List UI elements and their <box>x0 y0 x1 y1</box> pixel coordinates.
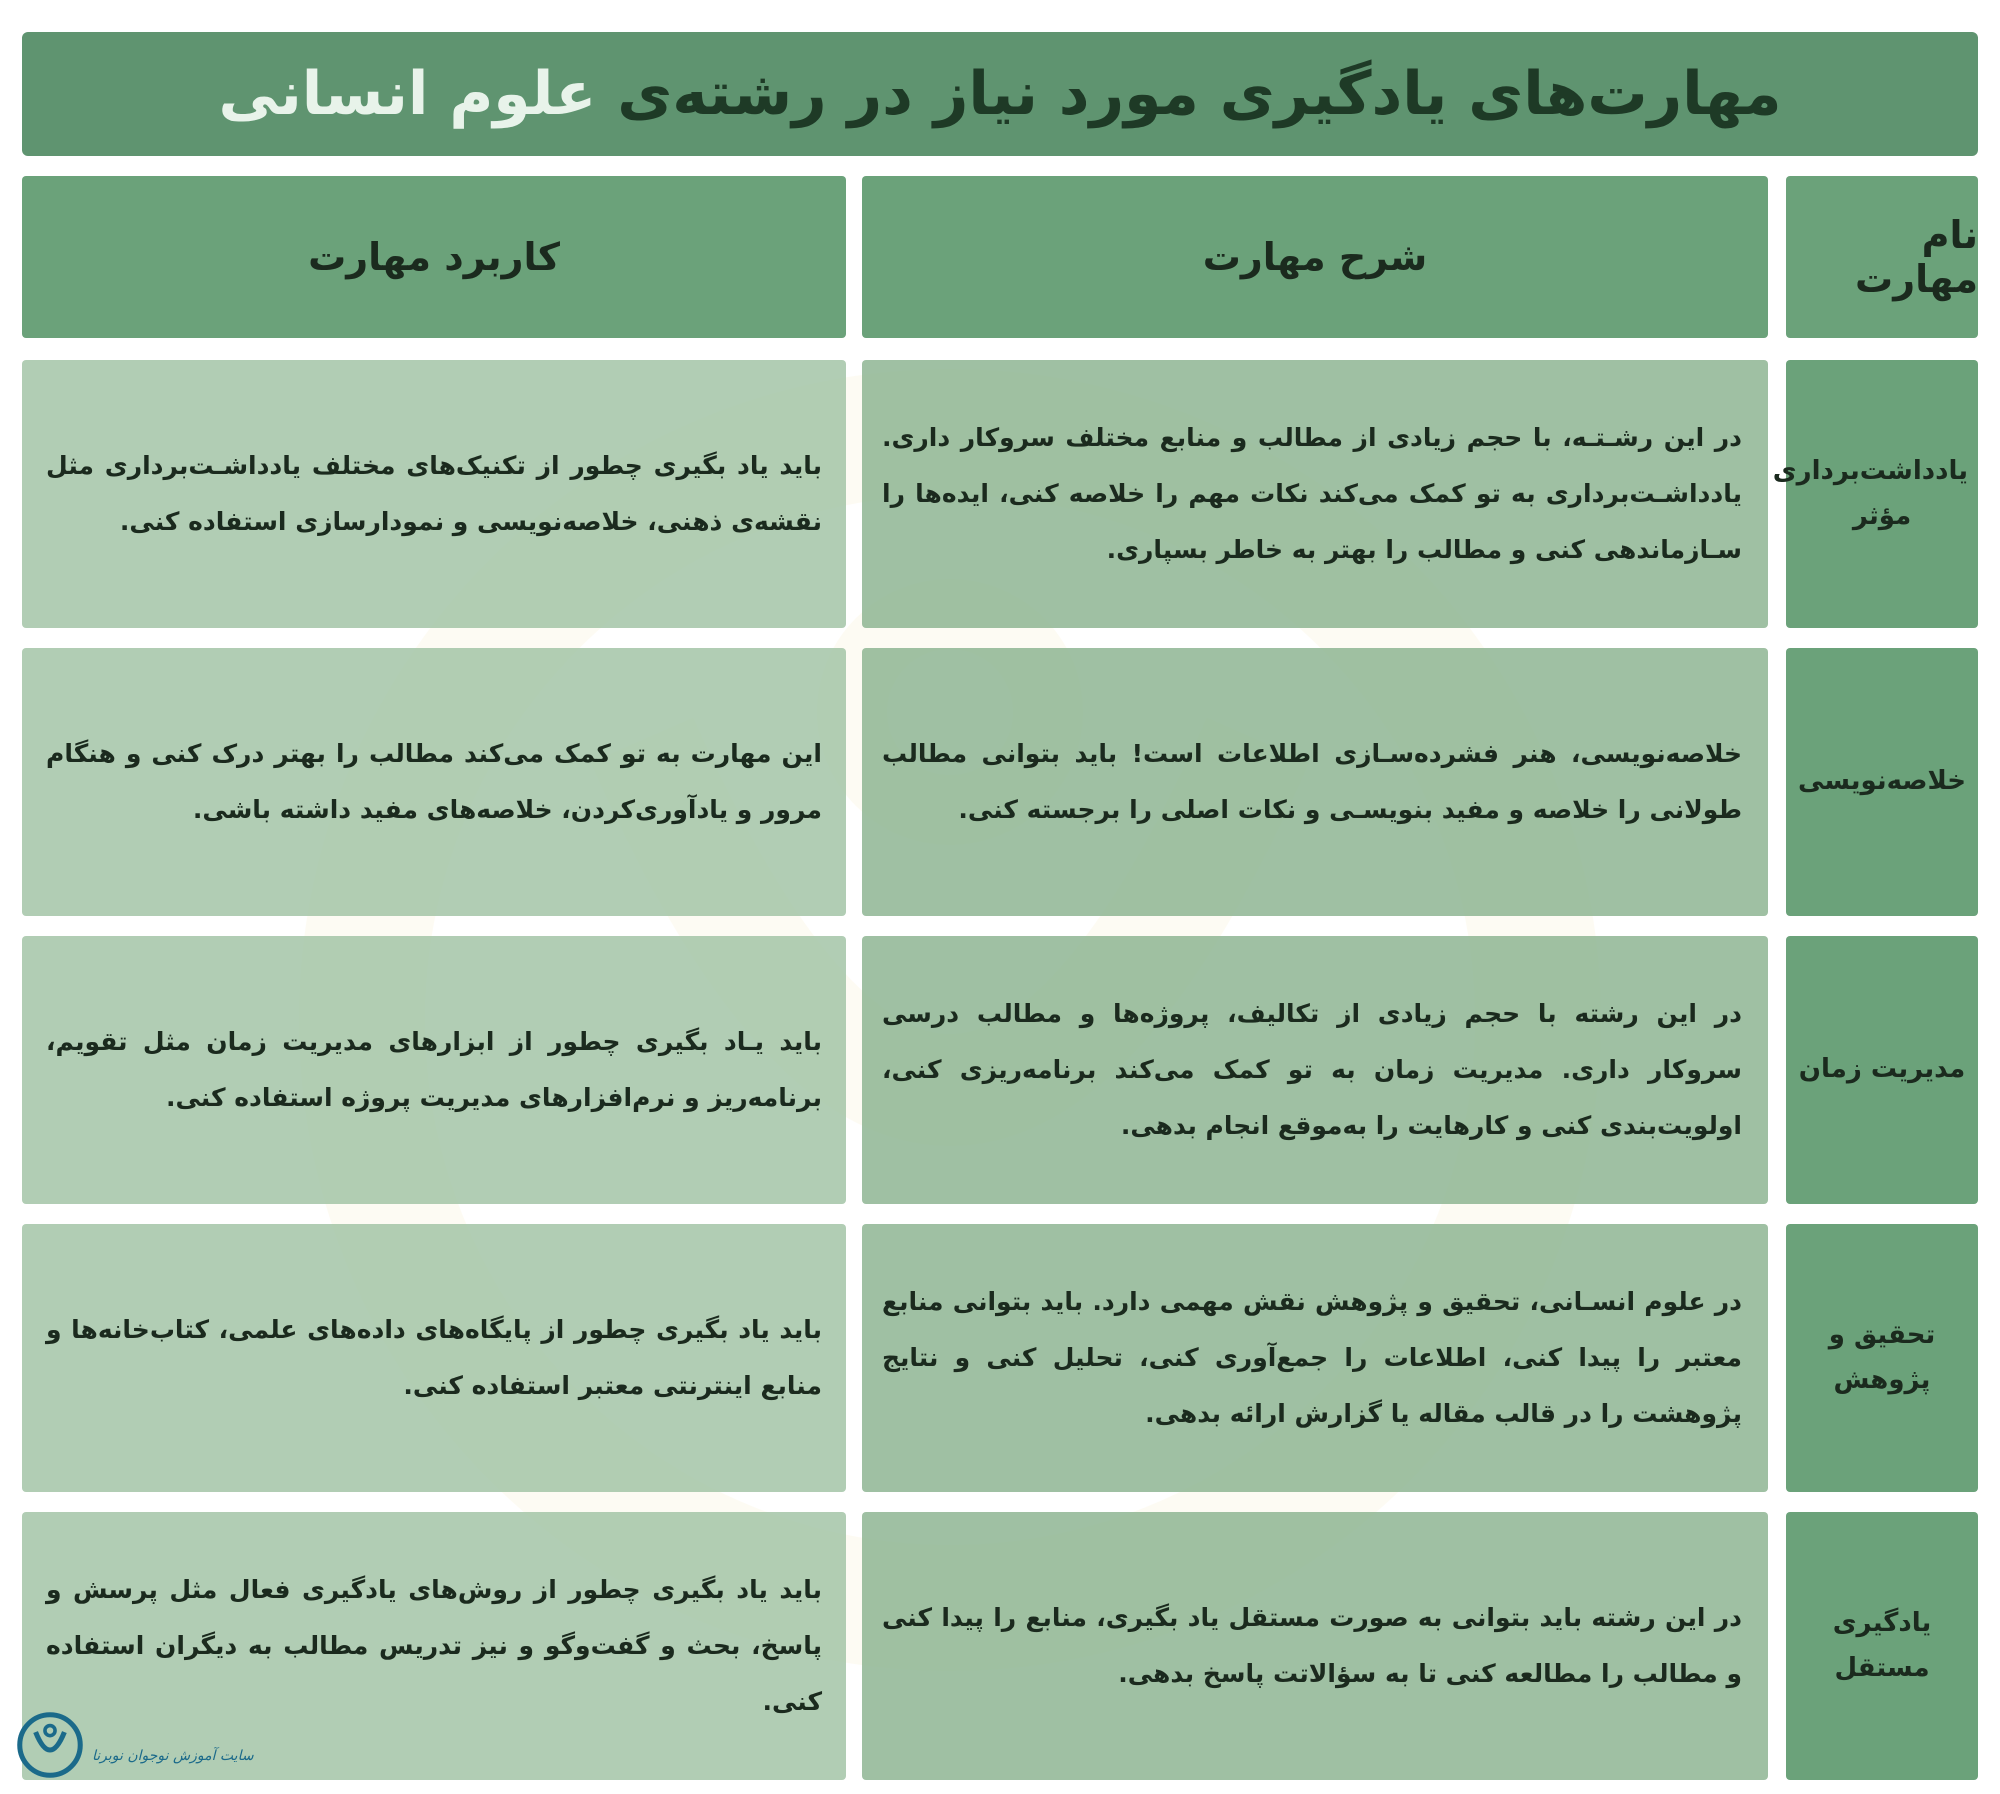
skill-description-cell <box>862 1512 1768 1780</box>
skill-application-cell <box>22 1224 846 1492</box>
skill-name: یادگیری مستقل <box>1832 1607 1932 1683</box>
skill-name: مدیریت زمان <box>1798 1054 1966 1085</box>
skill-name: تحقیق و پژوهش <box>1828 1319 1936 1395</box>
header-skill-application <box>22 176 846 338</box>
skill-name-cell <box>1786 648 1978 916</box>
header-skill-application-label: کاربرد مهارت <box>308 235 560 279</box>
page-title-main: مهارت‌های یادگیری مورد نیاز در رشته‌ی <box>617 59 1782 129</box>
page-title <box>219 59 1782 129</box>
skill-description: در این رشته با حجم زیادی از تکالیف، پروژه‌ها و مطالب درسی سروکار داری. مدیریت زمان به تو کمک می‌کند برنامه‌ریزی کنی، اولویت‌بندی کنی و کارهایت را به‌موقع انجام بدهی. <box>882 998 1742 1141</box>
skill-description: در این رشـتـه، با حجم زیادی از مطالب و منابع مختلف سروکار داری. یادداشـت‌برداری به تو کمک می‌کند نکات مهم را خلاصه کنی، ایده‌ها را سـازماندهی کنی و مطالب را بهتر به خاطر بسپاری. <box>882 422 1742 565</box>
skill-application-cell <box>22 648 846 916</box>
skill-application: باید یـاد بگیری چطور از ابزارهای مدیریت زمان مثل تقویم، برنامه‌ریز و نرم‌افزارهای مدیریت پروژه استفاده کنی. <box>46 1026 822 1112</box>
skill-name-cell <box>1786 936 1978 1204</box>
skill-name: خلاصه‌نویسی <box>1798 766 1966 797</box>
skill-application: باید یاد بگیری چطور از تکنیک‌های مختلف یادداشـت‌برداری مثل نقشه‌ی ذهنی، خلاصه‌نویسی و نمودارسازی استفاده کنی. <box>46 450 822 536</box>
skill-name-cell <box>1786 1512 1978 1780</box>
title-bar <box>22 32 1978 156</box>
skill-description-cell <box>862 360 1768 628</box>
page-title-accent: علوم انسانی <box>218 59 597 129</box>
skill-description: در این رشته باید بتوانی به صورت مستقل یاد بگیری، منابع را پیدا کنی و مطالب را مطالعه کنی تا به سؤالاتت پاسخ بدهی. <box>882 1602 1742 1688</box>
skill-description-cell <box>862 936 1768 1204</box>
brand-logo-text: سایت آموزش نوجوان نوبرنا <box>92 1748 254 1764</box>
header-skill-name <box>1786 176 1978 338</box>
skill-description: در علوم انسـانی، تحقیق و پژوهش نقش مهمی دارد. باید بتوانی منابع معتبر را پیدا کنی، اطلاعات را جمع‌آوری کنی، تحلیل کنی و نتایج پژوهشت را در قالب مقاله یا گزارش ارائه بدهی. <box>882 1286 1742 1429</box>
header-skill-description <box>862 176 1768 338</box>
header-skill-name-label: نام مهارت <box>1855 213 1978 301</box>
brand-logo-icon <box>14 1709 86 1781</box>
header-skill-description-label: شرح مهارت <box>1202 235 1428 279</box>
skill-name-cell <box>1772 360 1978 628</box>
skill-description: خلاصه‌نویسی، هنر فشرده‌سـازی اطلاعات است! باید بتوانی مطالب طولانی را خلاصه و مفید بنویسـی و نکات اصلی را برجسته کنی. <box>882 738 1742 824</box>
skill-application: این مهارت به تو کمک می‌کند مطالب را بهتر درک کنی و هنگام مرور و یادآوری‌کردن، خلاصه‌های مفید داشته باشی. <box>46 738 822 824</box>
skill-name-cell <box>1786 1224 1978 1492</box>
skill-description-cell <box>862 1224 1768 1492</box>
skill-name: یادداشت‌برداری مؤثر <box>1772 455 1968 531</box>
skill-description-cell <box>862 648 1768 916</box>
brand-logo <box>14 1708 274 1782</box>
skill-application: باید یاد بگیری چطور از پایگاه‌های داده‌های علمی، کتاب‌خانه‌ها و منابع اینترنتی معتبر استفاده کنی. <box>46 1314 822 1400</box>
skill-application-cell <box>22 360 846 628</box>
skill-application: باید یاد بگیری چطور از روش‌های یادگیری فعال مثل پرسش و پاسخ، بحث و گفت‌وگو و نیز تدریس مطالب به دیگران استفاده کنی. <box>46 1574 822 1717</box>
skill-application-cell <box>22 936 846 1204</box>
